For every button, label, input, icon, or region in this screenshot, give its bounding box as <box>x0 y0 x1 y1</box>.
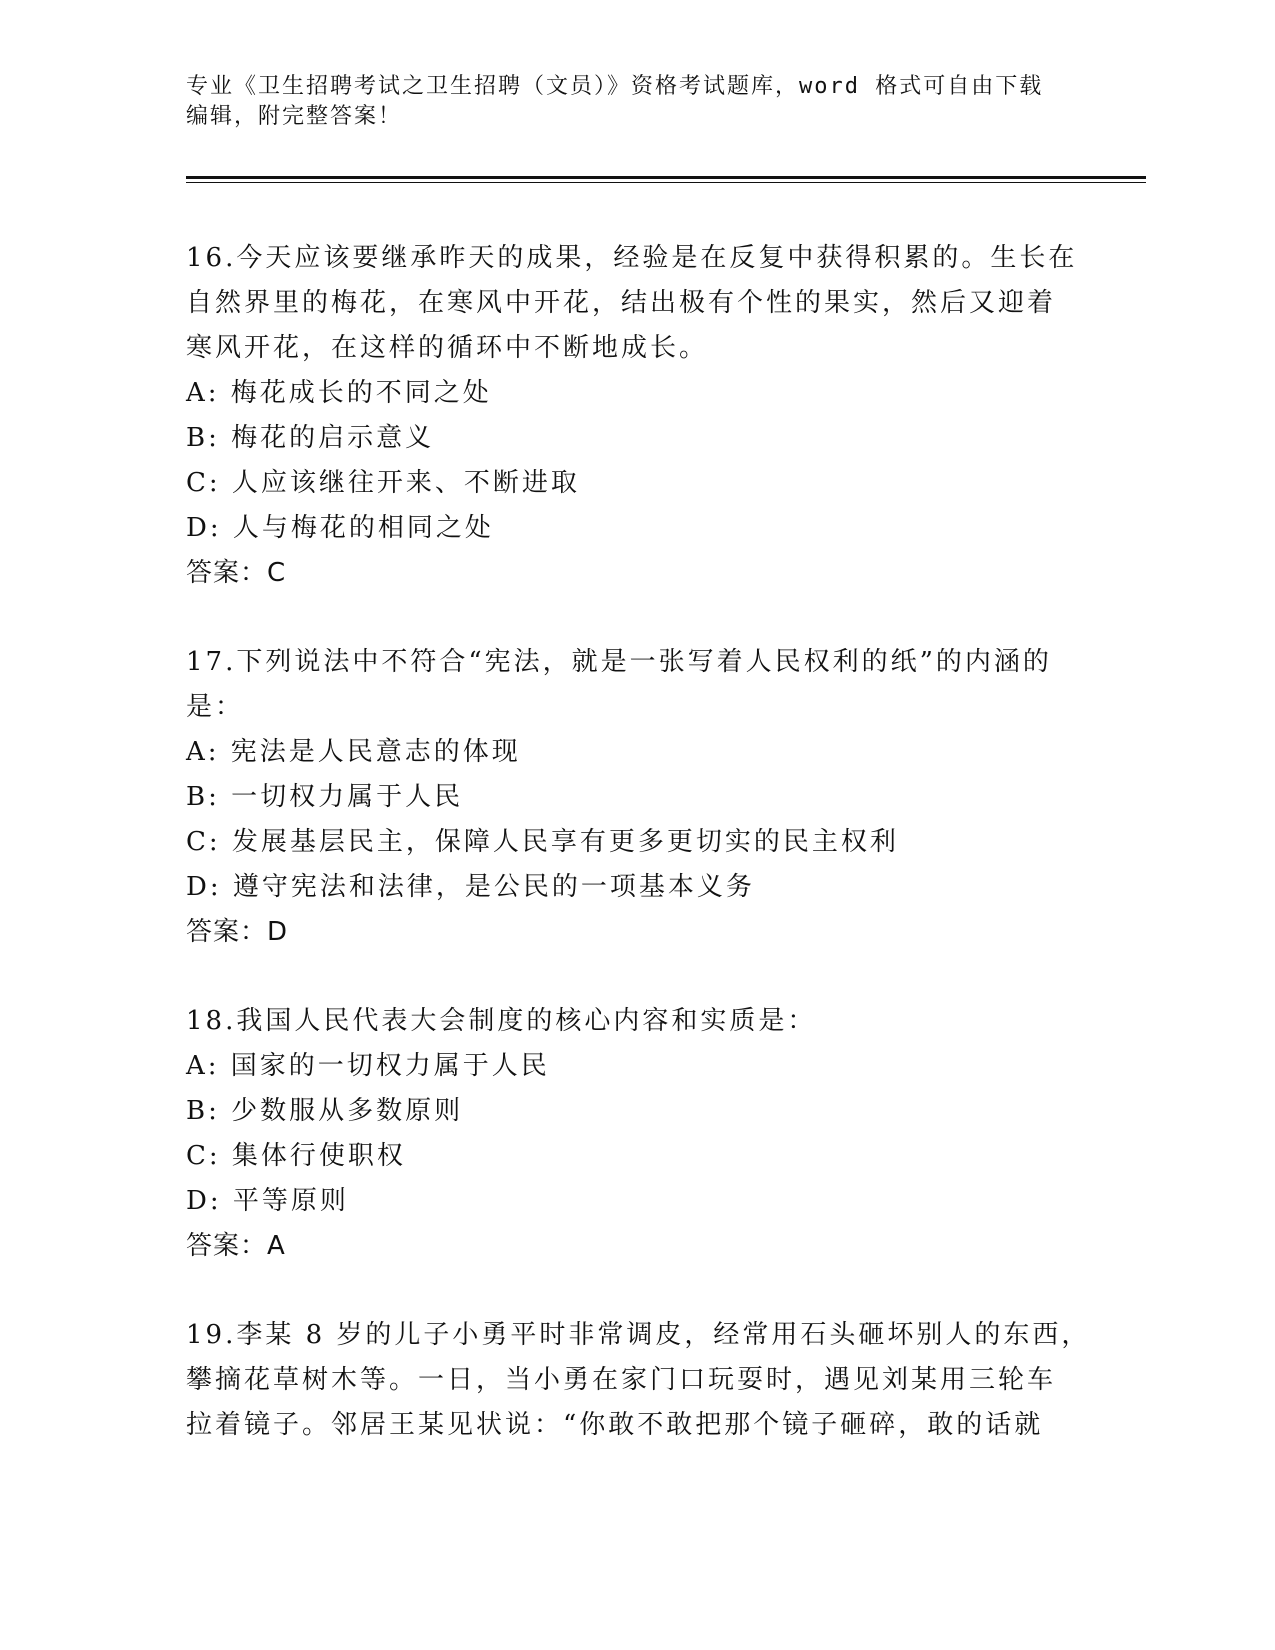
option-b: B: 少数服从多数原则 <box>186 1096 464 1126</box>
question-stem-line: 19.李某 8 岁的儿子小勇平时非常调皮，经常用石头砸坏别人的东西， <box>186 1320 1091 1350</box>
option-d: D: 人与梅花的相同之处 <box>186 513 494 543</box>
question-stem-line: 17.下列说法中不符合“宪法，就是一张写着人民权利的纸”的内涵的 <box>186 647 1052 677</box>
header-line-1: 专业《卫生招聘考试之卫生招聘（文员）》资格考试题库，word 格式可自由下载 <box>186 74 1044 99</box>
option-d: D: 遵守宪法和法律，是公民的一项基本义务 <box>186 872 755 902</box>
answer-line: 答案：D <box>186 917 289 947</box>
question-stem-line: 攀摘花草树木等。一日，当小勇在家门口玩耍时，遇见刘某用三轮车 <box>186 1365 1057 1395</box>
header-divider-thick <box>186 176 1146 179</box>
option-b: B: 一切权力属于人民 <box>186 782 464 812</box>
option-c: C: 人应该继往开来、不断进取 <box>186 468 580 498</box>
document-header <box>186 72 1066 132</box>
answer-line: 答案：C <box>186 558 287 588</box>
option-c: C: 集体行使职权 <box>186 1141 406 1171</box>
option-a: A: 宪法是人民意志的体现 <box>186 737 521 767</box>
question-16 <box>186 236 1086 596</box>
question-stem-line: 自然界里的梅花，在寒风中开花，结出极有个性的果实，然后又迎着 <box>186 288 1057 318</box>
question-18 <box>186 999 1086 1269</box>
question-stem-line: 寒风开花，在这样的循环中不断地成长。 <box>186 333 709 363</box>
question-list <box>186 236 1091 1492</box>
question-stem-line: 18.我国人民代表大会制度的核心内容和实质是： <box>186 1006 817 1036</box>
header-divider-thin <box>186 182 1146 183</box>
option-a: A: 国家的一切权力属于人民 <box>186 1051 550 1081</box>
option-a: A: 梅花成长的不同之处 <box>186 378 492 408</box>
answer-line: 答案：A <box>186 1231 286 1261</box>
question-17 <box>186 640 1086 955</box>
question-19 <box>186 1313 1091 1448</box>
option-b: B: 梅花的启示意义 <box>186 423 435 453</box>
question-stem-line: 拉着镜子。邻居王某见状说：“你敢不敢把那个镜子砸碎，敢的话就 <box>186 1410 1044 1440</box>
option-d: D: 平等原则 <box>186 1186 349 1216</box>
question-stem-line: 16.今天应该要继承昨天的成果，经验是在反复中获得积累的。生长在 <box>186 243 1078 273</box>
question-stem-line: 是： <box>186 692 245 722</box>
option-c: C: 发展基层民主，保障人民享有更多更切实的民主权利 <box>186 827 899 857</box>
header-line-2: 编辑，附完整答案！ <box>186 104 403 129</box>
